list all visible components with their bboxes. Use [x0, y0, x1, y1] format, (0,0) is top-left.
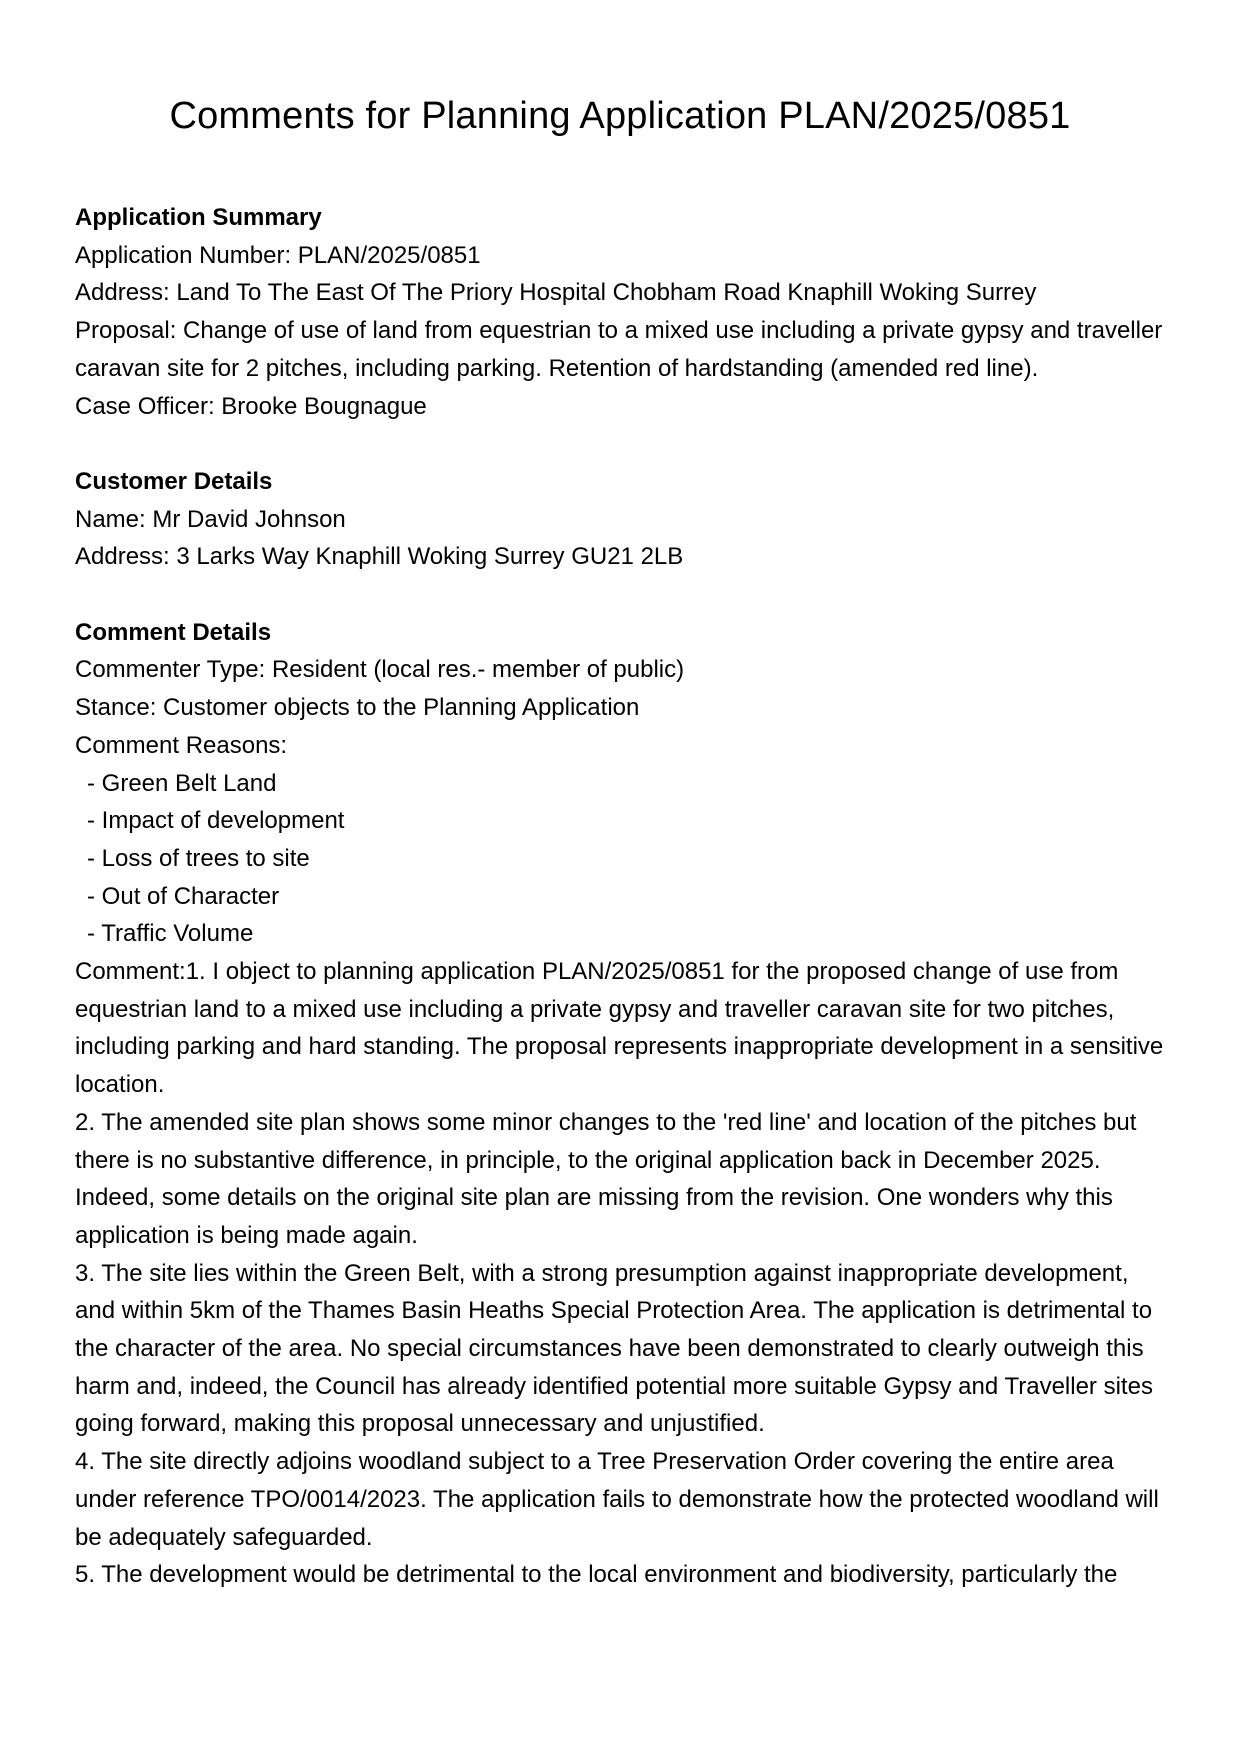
comment-paragraph-1: Comment:1. I object to planning application PLAN/2025/0851 for the proposed change of use from equestrian land to a mixed use including a private gypsy and traveller caravan site for two pitches, including parking and hard standing. The proposal represents inappropriate development in a sensitive location. — [75, 958, 1164, 1099]
application-proposal: Proposal: Change of use of land from equestrian to a mixed use including a private gypsy and traveller caravan site for 2 pitches, including parking. Retention of hardstanding (amended red line). — [75, 317, 1163, 382]
comment-reasons-label: Comment Reasons: — [75, 731, 288, 759]
list-item: - Traffic Volume — [75, 915, 1175, 953]
application-address: Address: Land To The East Of The Priory Hospital Chobham Road Knaphill Woking Surrey — [75, 279, 1037, 307]
list-item: - Loss of trees to site — [75, 840, 1175, 878]
case-officer: Case Officer: Brooke Bougnague — [75, 392, 427, 420]
comment-details-section — [75, 614, 1175, 1594]
page-title: Comments for Planning Application PLAN/2025/0851 — [169, 95, 1071, 137]
list-item: - Green Belt Land — [75, 765, 1175, 803]
comment-paragraph-2: 2. The amended site plan shows some minor changes to the 'red line' and location of the pitches but there is no substantive difference, in principle, to the original application back in December 2025. Indeed, some details on the original site plan are missing from the revision. One wonders why this application is being made again. — [75, 1108, 1137, 1249]
stance: Stance: Customer objects to the Planning Application — [75, 694, 640, 722]
customer-details-heading: Customer Details — [75, 467, 273, 495]
customer-details-section — [75, 463, 1175, 576]
list-item: - Impact of development — [75, 802, 1175, 840]
comment-paragraph-4: 4. The site directly adjoins woodland subject to a Tree Preservation Order covering the entire area under reference TPO/0014/2023. The application fails to demonstrate how the protected woodland will be adequately safeguarded. — [75, 1448, 1159, 1551]
application-number: Application Number: PLAN/2025/0851 — [75, 241, 481, 269]
application-summary-heading: Application Summary — [75, 204, 322, 231]
comment-paragraph-5: 5. The development would be detrimental to the local environment and biodiversity, particularly the — [75, 1561, 1118, 1589]
comment-paragraph-3: 3. The site lies within the Green Belt, with a strong presumption against inappropriate development, and within 5km of the Thames Basin Heaths Special Protection Area. The application is detrimental to the character of the area. No special circumstances have been demonstrated to clearly outweigh this harm and, indeed, the Council has already identified potential more suitable Gypsy and Traveller sites going forward, making this proposal unnecessary and unjustified. — [75, 1259, 1153, 1438]
comment-reasons-list — [75, 765, 1175, 954]
commenter-type: Commenter Type: Resident (local res.- member of public) — [75, 656, 685, 684]
customer-address: Address: 3 Larks Way Knaphill Woking Surrey GU21 2LB — [75, 543, 684, 571]
list-item: - Out of Character — [75, 878, 1175, 916]
application-summary-section — [75, 199, 1175, 425]
customer-name: Name: Mr David Johnson — [75, 505, 346, 533]
comment-details-heading: Comment Details — [75, 618, 272, 646]
document-body — [75, 199, 1175, 1632]
